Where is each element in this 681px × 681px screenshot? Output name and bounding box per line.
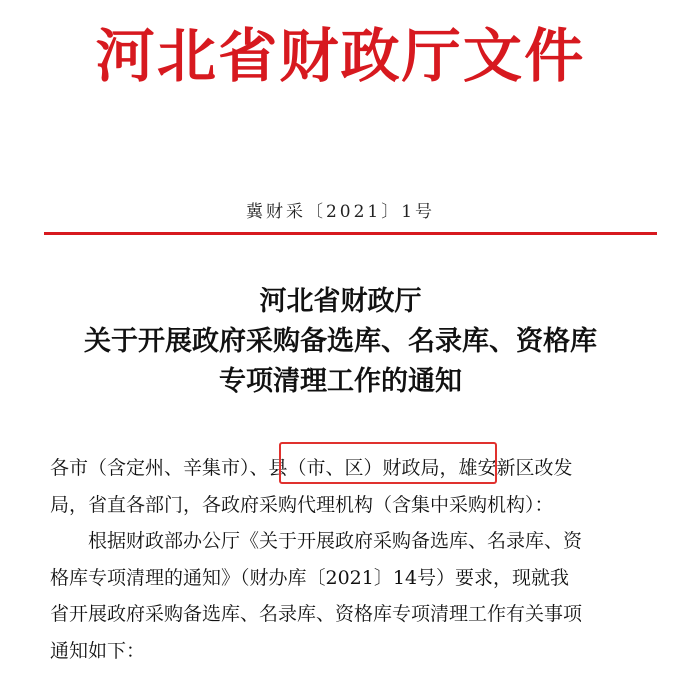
notice-title-line-2: 关于开展政府采购备选库、名录库、资格库 [84, 326, 597, 357]
notice-title [0, 282, 681, 402]
notice-body [50, 450, 640, 669]
body-line-paragraph-1: 根据财政部办公厅《关于开展政府采购备选库、名录库、资 [88, 530, 583, 552]
document-header-title: 河北省财政厅文件 [95, 22, 586, 90]
body-line-paragraph-4: 通知如下： [50, 639, 146, 662]
body-line-paragraph-3: 省开展政府采购备选库、名录库、资格库专项清理工作有关事项 [50, 603, 583, 625]
red-divider-line [44, 232, 657, 235]
body-line-recipients-2: 局，省直各部门，各政府采购代理机构（含集中采购机构）： [50, 493, 554, 516]
body-line-paragraph-2: 格库专项清理的通知》（财办库〔2021〕14号）要求，现就我 [50, 566, 570, 589]
notice-title-line-1: 河北省财政厅 [259, 286, 422, 317]
notice-title-line-3: 专项清理工作的通知 [219, 366, 462, 397]
document-number: 冀财采〔2021〕1号 [245, 202, 436, 222]
body-line-recipients-1: 各市（含定州、辛集市）、县（市、区）财政局，雄安新区改发 [50, 457, 573, 479]
